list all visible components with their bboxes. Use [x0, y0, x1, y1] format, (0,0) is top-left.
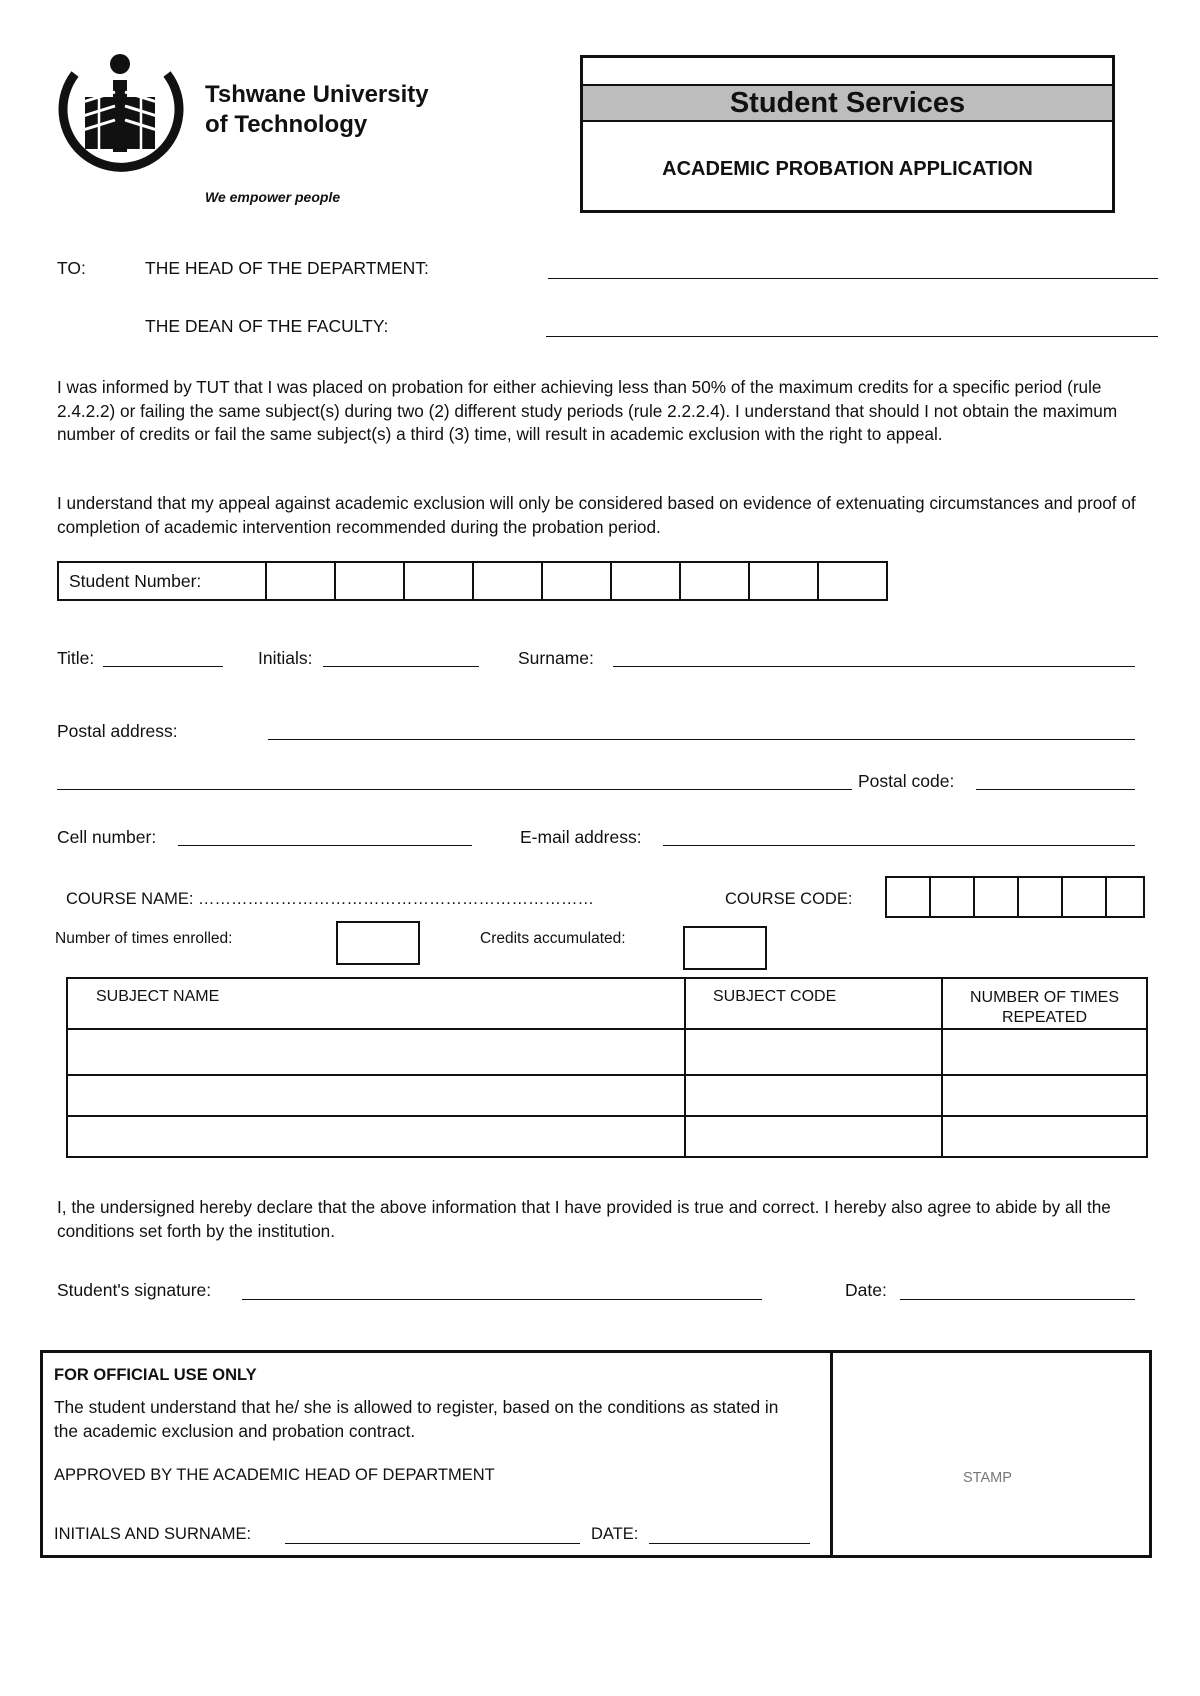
table-row	[67, 1116, 1147, 1157]
surname-label: Surname:	[518, 648, 594, 668]
subject-code-header: SUBJECT CODE	[685, 978, 942, 1029]
course-code-char[interactable]	[1062, 877, 1106, 917]
date-label: Date:	[845, 1280, 887, 1300]
course-code-char[interactable]	[930, 877, 974, 917]
appeal-paragraph: I understand that my appeal against academic exclusion will only be considered based on evidence of extenuating circumstances and proof of completion of academic intervention recommended during the probation period.	[57, 493, 1136, 537]
student-number-digit[interactable]	[749, 562, 818, 600]
to-label: TO:	[57, 258, 86, 278]
hod-label: THE HEAD OF THE DEPARTMENT:	[145, 258, 429, 278]
times-enrolled-label: Number of times enrolled:	[55, 930, 233, 947]
subject-code-cell[interactable]	[685, 1116, 942, 1157]
student-number-digit[interactable]	[473, 562, 542, 600]
email-label: E-mail address:	[520, 827, 642, 847]
official-date-line[interactable]	[649, 1543, 810, 1544]
approved-label: APPROVED BY THE ACADEMIC HEAD OF DEPARTMENT	[54, 1466, 495, 1484]
postal-code-label: Postal code:	[858, 771, 955, 791]
course-code-char[interactable]	[886, 877, 930, 917]
postal-code-line[interactable]	[976, 789, 1135, 790]
stamp-label: STAMP	[963, 1470, 1012, 1486]
table-row	[67, 1029, 1147, 1075]
course-code-char[interactable]	[1106, 877, 1144, 917]
subject-code-cell[interactable]	[685, 1075, 942, 1116]
official-heading: FOR OFFICIAL USE ONLY	[54, 1366, 257, 1384]
tagline: We empower people	[205, 189, 341, 205]
course-code-char[interactable]	[1018, 877, 1062, 917]
official-divider	[830, 1353, 833, 1555]
times-repeated-header: NUMBER OF TIMES REPEATED	[942, 978, 1147, 1029]
form-title: ACADEMIC PROBATION APPLICATION	[662, 158, 1033, 180]
initials-surname-line[interactable]	[285, 1543, 580, 1544]
subject-name-header: SUBJECT NAME	[67, 978, 685, 1029]
cell-number-label: Cell number:	[57, 827, 157, 847]
declaration-text: I, the undersigned hereby declare that the above information that I have provided is true and correct. I hereby also agree to abide by all the conditions set forth by the institution.	[57, 1197, 1111, 1241]
credits-accumulated-label: Credits accumulated:	[480, 930, 626, 947]
postal-address-label: Postal address:	[57, 721, 178, 741]
title-line[interactable]	[103, 666, 223, 667]
student-number-label: Student Number:	[58, 562, 266, 600]
course-code-boxes	[885, 876, 1145, 918]
times-repeated-cell[interactable]	[942, 1075, 1147, 1116]
dean-label: THE DEAN OF THE FACULTY:	[145, 316, 389, 336]
subject-name-cell[interactable]	[67, 1116, 685, 1157]
subjects-header-row	[67, 978, 1147, 1029]
header-box	[580, 55, 1115, 213]
student-number-digit[interactable]	[266, 562, 335, 600]
official-date-label: DATE:	[591, 1525, 639, 1543]
times-repeated-cell[interactable]	[942, 1029, 1147, 1075]
date-line[interactable]	[900, 1299, 1135, 1300]
section-title: Student Services	[729, 87, 966, 119]
header-band	[583, 84, 1112, 122]
subjects-table	[66, 977, 1148, 1158]
tut-emblem-icon	[55, 52, 185, 182]
credits-accumulated-box[interactable]	[683, 926, 767, 970]
times-enrolled-box[interactable]	[336, 921, 420, 965]
official-text: The student understand that he/ she is allowed to register, based on the conditions as stated in the academic exclusion and probation contract.	[54, 1397, 779, 1441]
surname-line[interactable]	[613, 666, 1135, 667]
course-name-label: COURSE NAME: ………………………………………………………………	[66, 890, 595, 908]
initials-line[interactable]	[323, 666, 479, 667]
student-number-digit[interactable]	[611, 562, 680, 600]
university-name: Tshwane University of Technology	[205, 81, 429, 138]
dean-line[interactable]	[546, 336, 1158, 337]
postal-address-line-2[interactable]	[57, 789, 852, 790]
student-number-digit[interactable]	[404, 562, 473, 600]
title-label: Title:	[57, 648, 95, 668]
course-code-label: COURSE CODE:	[725, 890, 853, 908]
official-use-box	[40, 1350, 1152, 1558]
student-number-field	[57, 561, 888, 601]
probation-paragraph: I was informed by TUT that I was placed on probation for either achieving less than 50% of the maximum credits for a specific period (rule 2.4.2.2) or failing the same subject(s) during two (2) different study periods (rule 2.2.2.4). I understand that should I not obtain the maximum number of credits or fail the same subject(s) a third (3) time, will result in academic exclusion with the right to appeal.	[57, 377, 1118, 444]
appeal-statement	[57, 492, 1157, 539]
subject-name-cell[interactable]	[67, 1029, 685, 1075]
cell-number-line[interactable]	[178, 845, 472, 846]
student-number-digit[interactable]	[542, 562, 611, 600]
times-repeated-cell[interactable]	[942, 1116, 1147, 1157]
signature-label: Student's signature:	[57, 1280, 212, 1300]
student-number-digit[interactable]	[335, 562, 404, 600]
declaration	[57, 1196, 1157, 1243]
signature-line[interactable]	[242, 1299, 762, 1300]
hod-line[interactable]	[548, 278, 1158, 279]
email-line[interactable]	[663, 845, 1135, 846]
initials-label: Initials:	[258, 648, 313, 668]
subject-code-cell[interactable]	[685, 1029, 942, 1075]
student-number-digit[interactable]	[680, 562, 749, 600]
student-number-digit[interactable]	[818, 562, 887, 600]
subject-name-cell[interactable]	[67, 1075, 685, 1116]
university-logo	[55, 52, 185, 182]
probation-statement	[57, 376, 1157, 447]
course-code-char[interactable]	[974, 877, 1018, 917]
table-row	[67, 1075, 1147, 1116]
postal-address-line-1[interactable]	[268, 739, 1135, 740]
initials-surname-label: INITIALS AND SURNAME:	[54, 1525, 252, 1543]
